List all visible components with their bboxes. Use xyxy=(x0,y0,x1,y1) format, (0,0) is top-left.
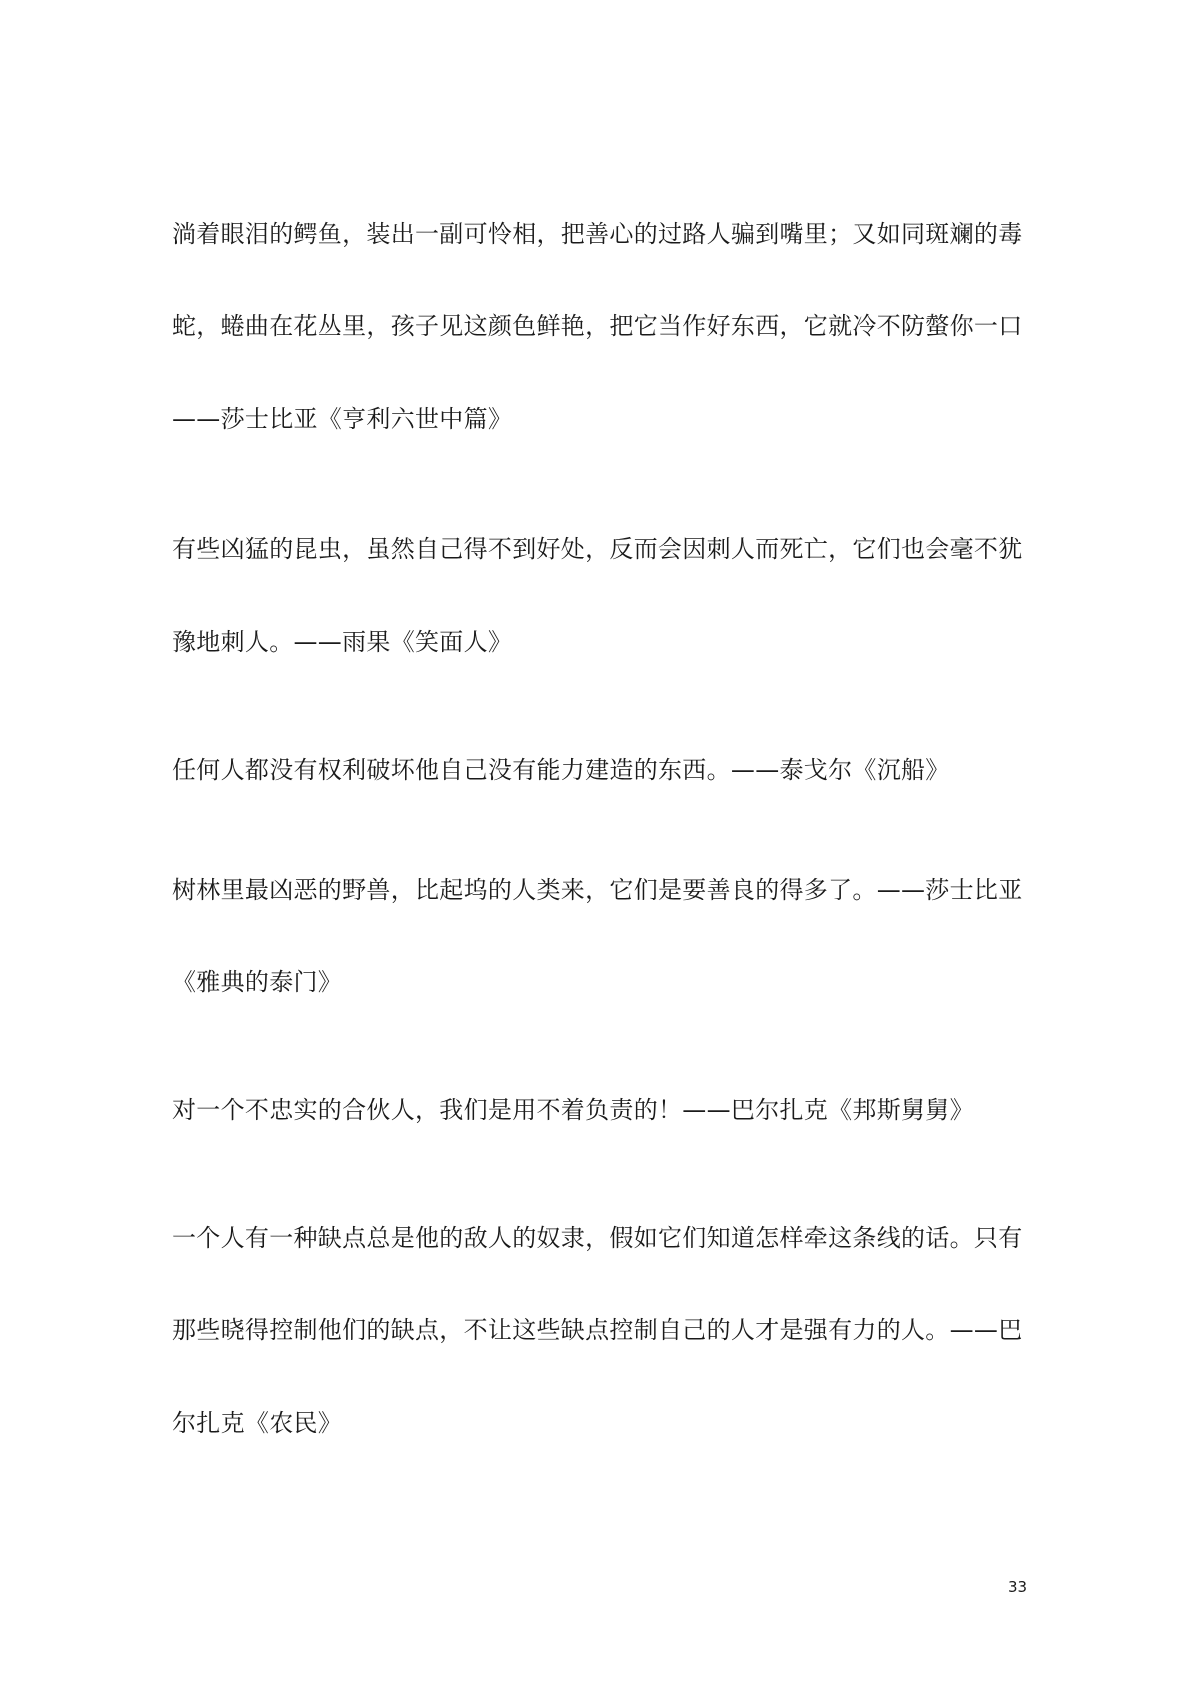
text-line: 尔扎克《农民》 xyxy=(172,1409,343,1437)
text-line: 淌着眼泪的鳄鱼，装出一副可怜相，把善心的过路人骗到嘴里；又如同斑斓的毒 xyxy=(172,220,1023,248)
text-line: 树林里最凶恶的野兽，比起坞的人类来，它们是要善良的得多了。——莎士比亚 xyxy=(172,876,1023,904)
text-line: 豫地刺人。——雨果《笑面人》 xyxy=(172,628,513,656)
text-line: 《雅典的泰门》 xyxy=(172,968,343,996)
text-line: 一个人有一种缺点总是他的敌人的奴隶，假如它们知道怎样牵这条线的话。只有 xyxy=(172,1224,1023,1252)
text-line: 对一个不忠实的合伙人，我们是用不着负责的！——巴尔扎克《邦斯舅舅》 xyxy=(172,1096,974,1124)
text-line: 有些凶猛的昆虫，虽然自己得不到好处，反而会因刺人而死亡，它们也会毫不犹 xyxy=(172,535,1023,563)
page-number: 33 xyxy=(1008,1578,1028,1596)
text-line: 蛇，蜷曲在花丛里，孩子见这颜色鲜艳，把它当作好东西，它就冷不防螫你一口 xyxy=(172,312,1023,340)
text-line: ——莎士比亚《亨利六世中篇》 xyxy=(172,405,513,433)
text-line: 那些晓得控制他们的缺点，不让这些缺点控制自己的人才是强有力的人。——巴 xyxy=(172,1316,1023,1344)
text-line: 任何人都没有权利破坏他自己没有能力建造的东西。——泰戈尔《沉船》 xyxy=(172,756,950,784)
